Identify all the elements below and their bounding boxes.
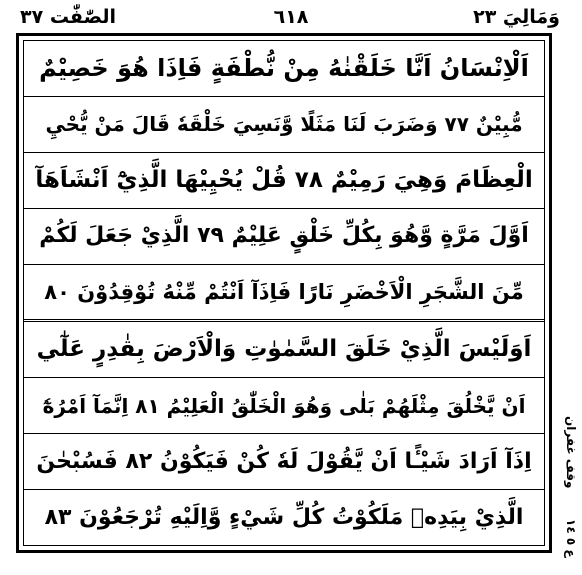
surah-name: الصّٰفّٰت ٣٧: [20, 6, 116, 28]
page-header: [18, 4, 564, 30]
verse-lines: [24, 41, 544, 545]
line-text: اَنْ يَّخْلُقَ مِثْلَهُمْ بَلٰى وَهُوَ الْخَلّٰقُ الْعَلِيْمُ ٨١ اِنَّمَآ اَمْرُهٗٓ: [42, 393, 526, 418]
verse-line-6: [24, 322, 544, 378]
page-number: ٦١٨: [273, 6, 309, 28]
line-text: اِذَآ اَرَادَ شَيْـًٔا اَنْ يَّقُوْلَ لَهٗ كُنْ فَيَكُوْنُ ٨٢ فَسُبْحٰنَ: [36, 448, 532, 474]
line-text: الَّذِيْ بِيَدِهٖ مَلَكُوْتُ كُلِّ شَيْءٍ وَّاِلَيْهِ تُرْجَعُوْنَ ٨٣: [44, 504, 524, 530]
text-area: [23, 40, 545, 546]
line-text: اَوَلَيْسَ الَّذِيْ خَلَقَ السَّمٰوٰتِ وَالْاَرْضَ بِقٰدِرٍ عَلٰٓي: [36, 336, 532, 363]
line-text: الْعِظَامَ وَهِيَ رَمِيْمٌ ٧٨ قُلْ يُحْيِيْهَا الَّذِيْٓ اَنْشَاَهَآ: [35, 166, 533, 193]
verse-line-1: [24, 41, 544, 97]
verse-line-3: [24, 153, 544, 209]
verse-line-5: [24, 265, 544, 323]
page-frame: [16, 33, 552, 553]
verse-line-7: [24, 378, 544, 434]
line-text: اَلْاِنْسَانُ اَنَّا خَلَقْنٰهُ مِنْ نُّطْفَةٍ فَاِذَا هُوَ خَصِيْمٌ: [39, 54, 529, 83]
line-text: اَوَّلَ مَرَّةٍ وَّهُوَ بِكُلِّ خَلْقٍ عَلِيْمٌ ٧٩ الَّذِيْ جَعَلَ لَكُمْ: [39, 223, 529, 249]
ruku-margin-mark: ع ٥ ١٤: [564, 519, 578, 558]
verse-line-9: [24, 490, 544, 545]
verse-line-8: [24, 434, 544, 490]
waqf-margin-note: وقف غفران: [564, 415, 578, 488]
verse-line-4: [24, 209, 544, 265]
line-text: مُّبِيْنٌ ٧٧ وَضَرَبَ لَنَا مَثَلًا وَّنَسِيَ خَلْقَهٗ قَالَ مَنْ يُّحْيِ: [45, 112, 523, 137]
verse-line-2: [24, 97, 544, 153]
line-text: مِّنَ الشَّجَرِ الْاَخْضَرِ نَارًا فَاِذَآ اَنْتُمْ مِّنْهُ تُوْقِدُوْنَ ٨٠: [44, 279, 524, 304]
para-name: وَمَالِيَ ٢٣: [473, 6, 560, 28]
